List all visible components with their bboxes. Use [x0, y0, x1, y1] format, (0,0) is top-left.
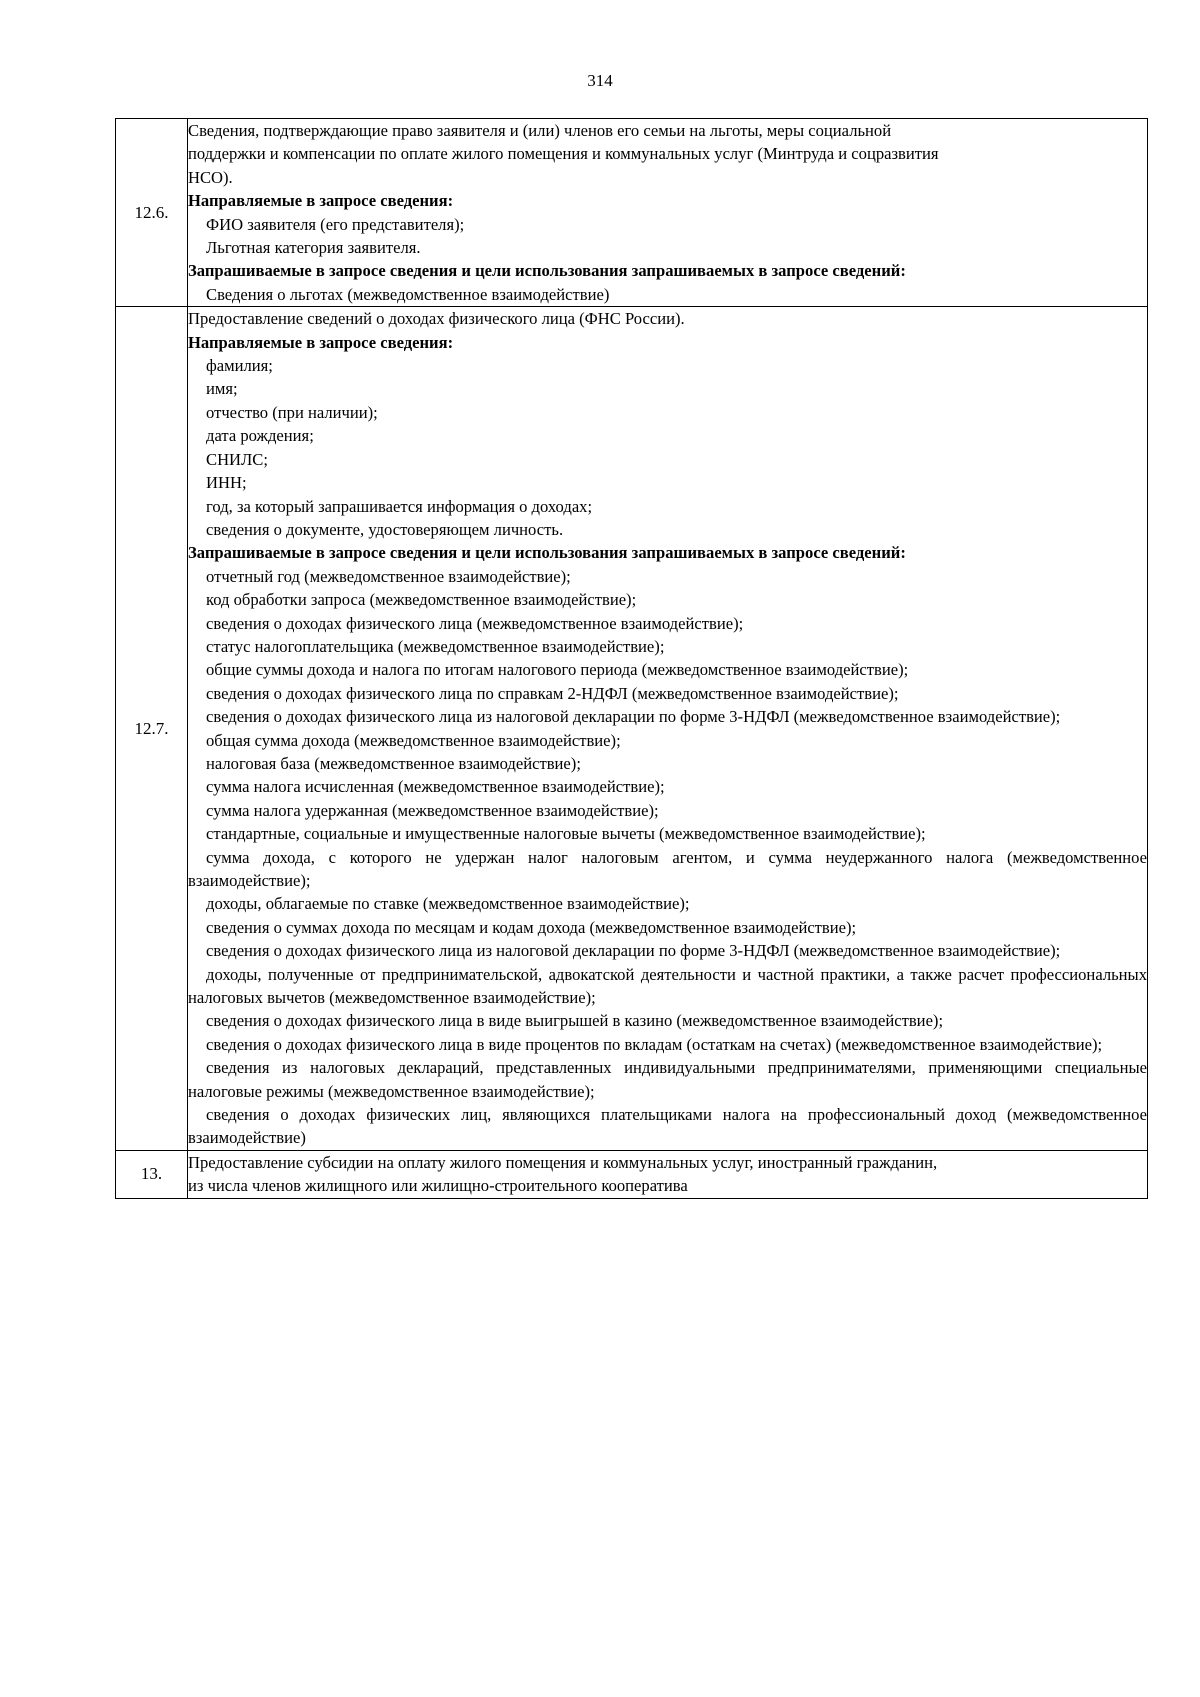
text-line: НСО).: [188, 167, 233, 187]
section-heading: Запрашиваемые в запросе сведения и цели использования запрашиваемых в запросе сведений:: [188, 543, 906, 563]
list-item: сведения о доходах физического лица в виде выигрышей в казино (межведомственное взаимодействие);: [206, 1011, 944, 1031]
list-item: отчетный год (межведомственное взаимодействие);: [206, 566, 571, 586]
list-item: сумма налога исчисленная (межведомственное взаимодействие);: [206, 777, 665, 797]
list-item: сумма дохода, с которого не удержан налог налоговым агентом, и сумма неудержанного налога (межведомственное взаимодействие);: [188, 847, 1147, 890]
section-heading: Направляемые в запросе сведения:: [188, 332, 454, 352]
list-item: сведения о доходах физических лиц, являющихся плательщиками налога на профессиональный доход (межведомственное взаимодействие): [188, 1105, 1147, 1148]
section-heading: Запрашиваемые в запросе сведения и цели использования запрашиваемых в запросе сведений:: [188, 261, 906, 281]
list-item: Сведения о льготах (межведомственное взаимодействие): [206, 284, 610, 304]
list-item: налоговая база (межведомственное взаимодействие);: [206, 753, 581, 773]
list-item: год, за который запрашивается информация о доходах;: [206, 496, 593, 516]
list-item: отчество (при наличии);: [206, 402, 378, 422]
list-item: сведения о документе, удостоверяющем личность.: [206, 519, 564, 539]
table-row-12-7: [116, 307, 1148, 1151]
text-line: Сведения, подтверждающие право заявителя и (или) членов его семьи на льготы, меры социальной: [188, 121, 892, 140]
list-item: код обработки запроса (межведомственное взаимодействие);: [206, 590, 637, 610]
list-item: имя;: [206, 379, 238, 399]
list-item: доходы, полученные от предпринимательской, адвокатской деятельности и частной практики, а также расчет профессиональных налоговых вычетов (межведомственное взаимодействие);: [188, 964, 1147, 1008]
list-item: сведения о доходах физического лица (межведомственное взаимодействие);: [206, 613, 744, 633]
list-item: Льготная категория заявителя.: [206, 238, 421, 258]
text-line: поддержки и компенсации по оплате жилого помещения и коммунальных услуг (Минтруда и соцразвития: [188, 144, 939, 164]
section-heading: Направляемые в запросе сведения:: [188, 191, 454, 211]
row-number: 13.: [116, 1150, 188, 1198]
text-line: Предоставление субсидии на оплату жилого помещения и коммунальных услуг, иностранный гражданин,: [188, 1152, 938, 1172]
list-item: сумма налога удержанная (межведомственное взаимодействие);: [206, 800, 659, 820]
page-number: 314: [587, 71, 613, 90]
table-row-12-6: [116, 119, 1148, 307]
text-line: Предоставление сведений о доходах физического лица (ФНС России).: [188, 309, 685, 329]
list-item: ФИО заявителя (его представителя);: [206, 214, 465, 234]
list-item: ИНН;: [206, 473, 247, 493]
list-item: статус налогоплательщика (межведомственное взаимодействие);: [206, 636, 665, 656]
row-number: 12.6.: [116, 119, 188, 307]
document-table: [115, 118, 1148, 1199]
list-item: общая сумма дохода (межведомственное взаимодействие);: [206, 730, 621, 750]
list-item: сведения о доходах физического лица в виде процентов по вкладам (остаткам на счетах) (межведомственное взаимодействие);: [206, 1034, 1103, 1054]
list-item: сведения о доходах физического лица по справкам 2-НДФЛ (межведомственное взаимодействие);: [206, 683, 899, 703]
list-item: дата рождения;: [206, 426, 314, 446]
text-line: из числа членов жилищного или жилищно-строительного кооператива: [188, 1176, 688, 1196]
list-item: доходы, облагаемые по ставке (межведомственное взаимодействие);: [206, 894, 690, 914]
list-item: общие суммы дохода и налога по итогам налогового периода (межведомственное взаимодействие);: [206, 660, 909, 680]
row-content: [188, 307, 1148, 1151]
row-content: [188, 1150, 1148, 1198]
list-item: фамилия;: [206, 356, 273, 376]
list-item: сведения о суммах дохода по месяцам и кодам дохода (межведомственное взаимодействие);: [206, 917, 857, 937]
row-content: [188, 119, 1148, 307]
list-item: СНИЛС;: [206, 449, 268, 469]
table-row-13: [116, 1150, 1148, 1198]
list-item: сведения из налоговых деклараций, представленных индивидуальными предпринимателями, применяющими специальные налоговые режимы (межведомственное взаимодействие);: [188, 1058, 1147, 1101]
row-number: 12.7.: [116, 307, 188, 1151]
list-item: сведения о доходах физического лица из налоговой декларации по форме 3-НДФЛ (межведомственное взаимодействие);: [206, 941, 1061, 961]
list-item: сведения о доходах физического лица из налоговой декларации по форме 3-НДФЛ (межведомственное взаимодействие);: [206, 707, 1061, 727]
list-item: стандартные, социальные и имущественные налоговые вычеты (межведомственное взаимодействие);: [206, 824, 926, 844]
